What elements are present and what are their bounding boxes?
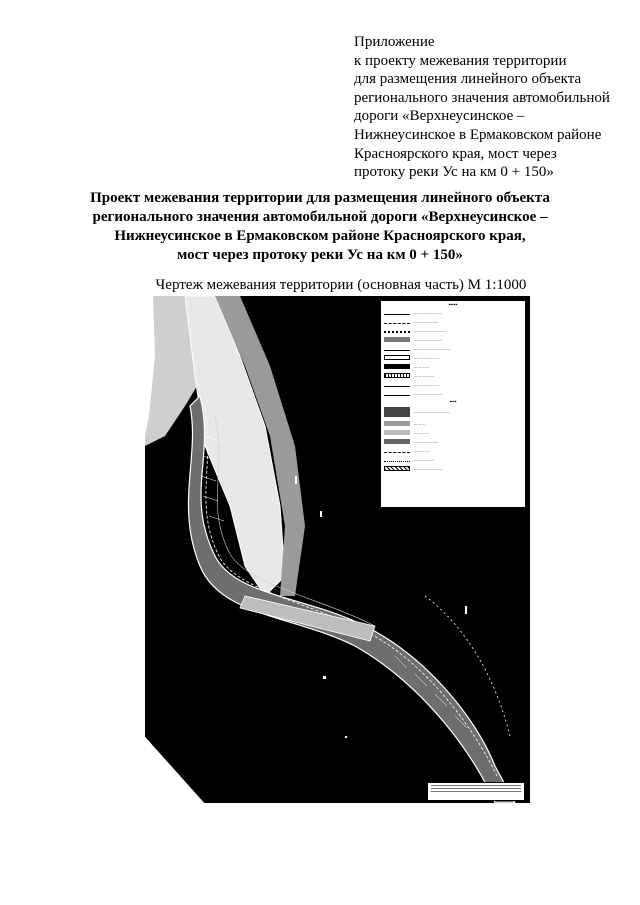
appendix-line: регионального значения автомобильной: [354, 89, 610, 106]
legend-text: — — — — — —: [414, 319, 438, 324]
legend-symbol: [384, 355, 410, 360]
legend-symbol: [384, 391, 410, 396]
legend-symbol: [384, 448, 410, 453]
legend-symbol: [384, 457, 410, 462]
legend-symbol: [384, 364, 410, 369]
title-line: Нижнеусинское в Ермаковском районе Красноярского края,: [114, 228, 526, 244]
legend-row: [381, 419, 525, 428]
stamp-line: [431, 791, 521, 792]
legend-heading: ▪▪▪▪: [449, 400, 457, 405]
legend-symbol: [384, 421, 410, 426]
legend-text: — — — — — —: [414, 439, 438, 444]
legend-symbol: [384, 382, 410, 387]
title-line: мост через протоку реки Ус на км 0 + 150»: [177, 247, 463, 263]
document-title: [60, 189, 580, 265]
legend-row: [381, 428, 525, 437]
legend-text: — — — — — —: [414, 355, 438, 360]
legend-row: [381, 326, 525, 335]
stamp-line: [431, 785, 521, 786]
drawing-legend: [380, 300, 526, 508]
legend-text: — — — — — — — — —: [414, 346, 450, 351]
legend-row: [381, 389, 525, 398]
legend-row: [381, 308, 525, 317]
legend-text: — — — — — — — — —: [414, 410, 450, 414]
legend-row: [381, 464, 525, 473]
legend-symbol: [384, 373, 410, 378]
legend-symbol: [384, 430, 410, 435]
legend-row: [381, 344, 525, 353]
title-line: Проект межевания территории для размещения линейного объекта: [90, 190, 550, 206]
legend-text: — — —: [414, 421, 426, 426]
stamp-line: [431, 788, 521, 789]
legend-symbol: [384, 328, 410, 333]
legend-text: — — — — —: [414, 457, 434, 462]
legend-row: [381, 405, 525, 419]
legend-symbol: [384, 337, 410, 342]
legend-text: — — — —: [414, 448, 430, 453]
legend-text: — — — — — — — —: [414, 328, 446, 333]
legend-row: [381, 437, 525, 446]
legend-row: [381, 455, 525, 464]
appendix-line: дороги «Верхнеусинское –: [354, 108, 525, 125]
legend-text: — — — — — — —: [414, 310, 442, 315]
legend-symbol: [384, 407, 410, 417]
legend-row: [381, 362, 525, 371]
legend-text: — — — — —: [414, 373, 434, 378]
legend-symbol: [384, 346, 410, 351]
drawing-caption: Чертеж межевания территории (основная часть) М 1:1000: [155, 277, 527, 293]
legend-text: — — — — — — —: [414, 337, 442, 342]
appendix-block: [354, 33, 634, 182]
legend-text: — — — —: [414, 430, 430, 435]
legend-symbol: [384, 319, 410, 324]
legend-row: [381, 335, 525, 344]
legend-symbol: [384, 310, 410, 315]
legend-heading: ▪▪▪▪▪: [448, 303, 458, 308]
legend-row: [381, 353, 525, 362]
legend-text: — — — —: [414, 364, 430, 369]
appendix-line: к проекту межевания территории: [354, 52, 567, 69]
legend-symbol: [384, 439, 410, 444]
legend-text: — — — — — — —: [414, 466, 442, 471]
legend-row: [381, 446, 525, 455]
title-stamp: [427, 782, 525, 801]
legend-text: — — — — — —: [414, 382, 438, 387]
legend-row: [381, 371, 525, 380]
appendix-line: протоку реки Ус на км 0 + 150»: [354, 164, 554, 181]
legend-text: — — — — — — —: [414, 391, 442, 396]
legend-row: [381, 380, 525, 389]
title-line: регионального значения автомобильной дороги «Верхнеусинское –: [92, 209, 548, 225]
appendix-line: Нижнеусинское в Ермаковском районе: [354, 126, 602, 143]
legend-symbol: [384, 466, 410, 471]
legend-row: [381, 317, 525, 326]
land-survey-drawing: [145, 296, 530, 803]
appendix-line: Приложение: [354, 34, 435, 50]
appendix-line: Красноярского края, мост через: [354, 145, 557, 162]
appendix-line: для размещения линейного объекта: [354, 71, 582, 88]
